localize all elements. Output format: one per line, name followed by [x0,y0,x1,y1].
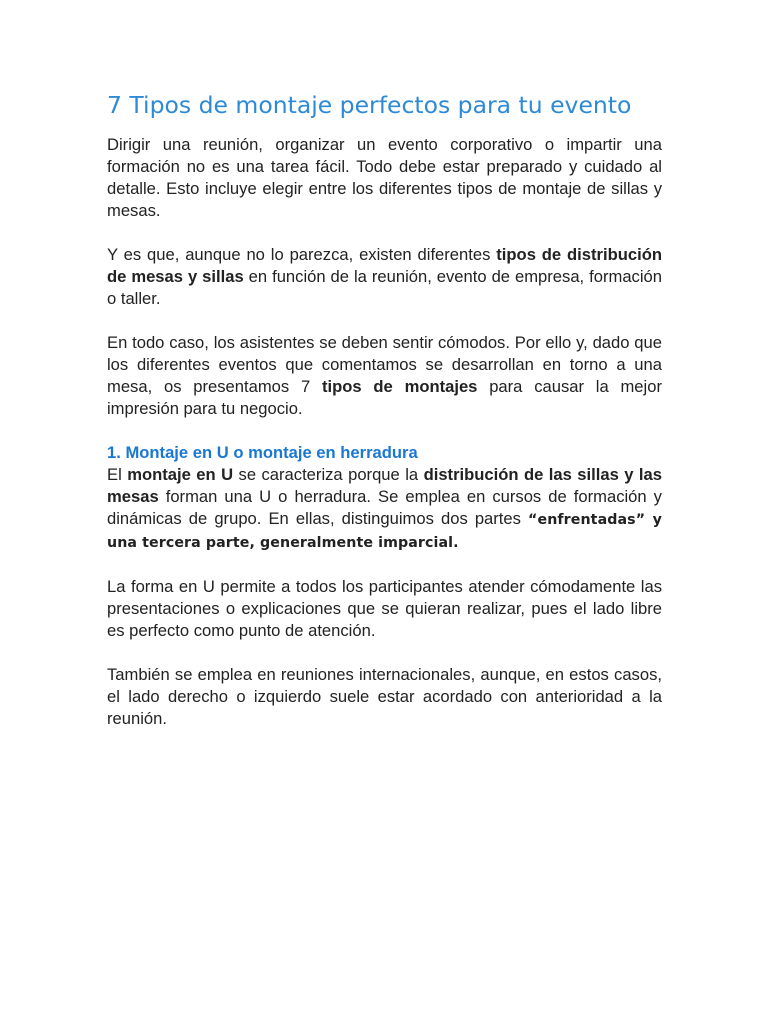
distribution-paragraph [107,244,662,310]
montaje-u-text-2: se caracteriza porque la [238,465,419,484]
document-page [107,88,662,730]
montaje-u-text-3: forman una U o herradura. Se emplea en cursos de formación y dinámicas de grupo. En ellas, distinguimos dos partes [107,487,662,528]
montaje-u-bold-1: montaje en U [127,465,234,484]
intro-paragraph: Dirigir una reunión, organizar un evento corporativo o impartir una formación no es una tarea fácil. Todo debe estar preparado y cuidado al detalle. Esto incluye elegir entre los diferentes tipos de montaje de sillas y mesas. [107,135,662,220]
u-shape-paragraph: La forma en U permite a todos los participantes atender cómodamente las presentaciones o explicaciones que se quieran realizar, pues el lado libre es perfecto como punto de atención. [107,577,662,640]
comfort-bold-phrase: tipos de montajes [322,377,478,396]
comfort-text-start: En todo caso, los asistentes se deben sentir cómodos. Por ello y, dado que los diferentes eventos que comentamos se desarrollan en torno a una mesa, os presentamos 7 [107,333,662,396]
comfort-paragraph [107,332,662,420]
page-title: 7 Tipos de montaje perfectos para tu evento [107,91,632,119]
international-paragraph: También se emplea en reuniones internacionales, aunque, en estos casos, el lado derecho o izquierdo suele estar acordado con anterioridad a la reunión. [107,665,662,728]
distribution-text-start: Y es que, aunque no lo parezca, existen diferentes [107,245,491,264]
montaje-u-paragraph [107,464,662,554]
montaje-u-bold-2: distribución de las sillas y las mesas [107,465,662,506]
comfort-text-end: para causar la mejor impresión para tu negocio. [107,377,662,418]
section-heading-montaje-u: 1. Montaje en U o montaje en herradura [107,443,418,462]
montaje-u-bold-3: “enfrentadas” y una tercera parte, generalmente imparcial. [107,512,663,551]
distribution-bold-phrase: tipos de distribución de mesas y sillas [107,245,662,286]
distribution-text-end: en función de la reunión, evento de empresa, formación o taller. [107,267,662,308]
montaje-u-text-1: El [107,465,122,484]
